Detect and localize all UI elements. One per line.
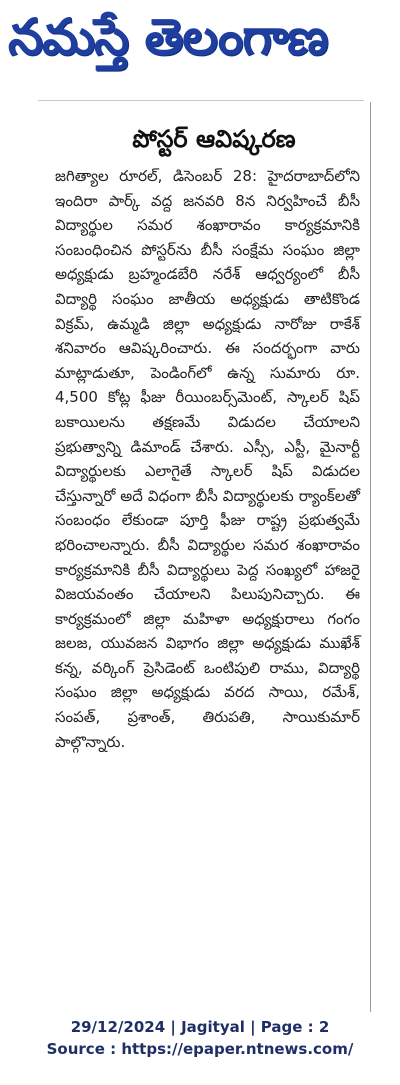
newspaper-logo-title: నమస్తే తెలంగాణ [8, 8, 328, 66]
article-body: జగిత్యాల రూరల్, డిసెంబర్ 28: హైదరాబాద్‌లోని ఇందిరా పార్క్ వద్ద జనవరి 8న నిర్వహించే బీసీ విద్యార్థుల సమర శంఖారావం కార్యక్రమానికి సంబంధించిన పోస్టర్‌ను బీసీ సంక్షేమ సంఘం జిల్లా అధ్యక్షుడు బ్రహ్మండబేరి నరేశ్ ఆధ్వర్యంలో బీసీ విద్యార్థి సంఘం జాతీయ అధ్యక్షుడు తాటికొండ విక్రమ్, ఉమ్మడి జిల్లా అధ్యక్షుడు నారోజు రాకేశ్ శనివారం ఆవిష్కరించారు. ఈ సందర్భంగా వారు మాట్లాడుతూ, పెండింగ్‌లో ఉన్న సుమారు రూ. 4,500 కోట్ల ఫీజు రీయింబర్స్‌మెంట్, స్కాలర్ షిప్ బకాయిలను తక్షణమే విడుదల చేయాలని ప్రభుత్వాన్ని డిమాండ్ చేశారు. ఎస్సీ, ఎస్టీ, మైనార్టీ విద్యార్థులకు ఎలాగైతే స్కాలర్ షిప్ విడుదల చేస్తున్నారో అదే విధంగా బీసీ విద్యార్థులకు ర్యాంక్‌లతో సంబంధం లేకుండా పూర్తి ఫీజు రాష్ట్ర ప్రభుత్వమే భరించాలన్నారు. బీసీ విద్యార్థుల సమర శంఖారావం కార్యక్రమానికి బీసీ విద్యార్థులు పెద్ద సంఖ్యలో హాజరై విజయవంతం చేయాలని పిలుపునిచ్చారు. ఈ కార్యక్రమంలో జిల్లా మహిళా అధ్యక్షురాలు గంగం జలజ, యువజన విభాగం జిల్లా అధ్యక్షుడు ముఖేశ్ కన్న, వర్కింగ్ ప్రెసిడెంట్ ఒంటిపులి రాము, విద్యార్థి సంఘం జిల్లా అధ్యక్షుడు వరద సాయి, రమేశ్, సంపత్, ప్రశాంత్, తిరుపతి, సాయికుమార్ పాల్గొన్నారు. [55, 167, 360, 751]
adjacent-column-fragment [374, 82, 400, 1012]
article-clipping [0, 82, 400, 1012]
top-divider [38, 100, 364, 101]
clipping-footer [0, 1016, 400, 1076]
article-headline: పోస్టర్ ఆవిష్కరణ [132, 125, 296, 153]
column-divider [370, 102, 371, 1012]
source-link[interactable]: Source : https://epaper.ntnews.com/ [46, 1040, 354, 1058]
newspaper-masthead [0, 0, 400, 78]
edition-info: 29/12/2024 | Jagityal | Page : 2 [70, 1018, 330, 1036]
